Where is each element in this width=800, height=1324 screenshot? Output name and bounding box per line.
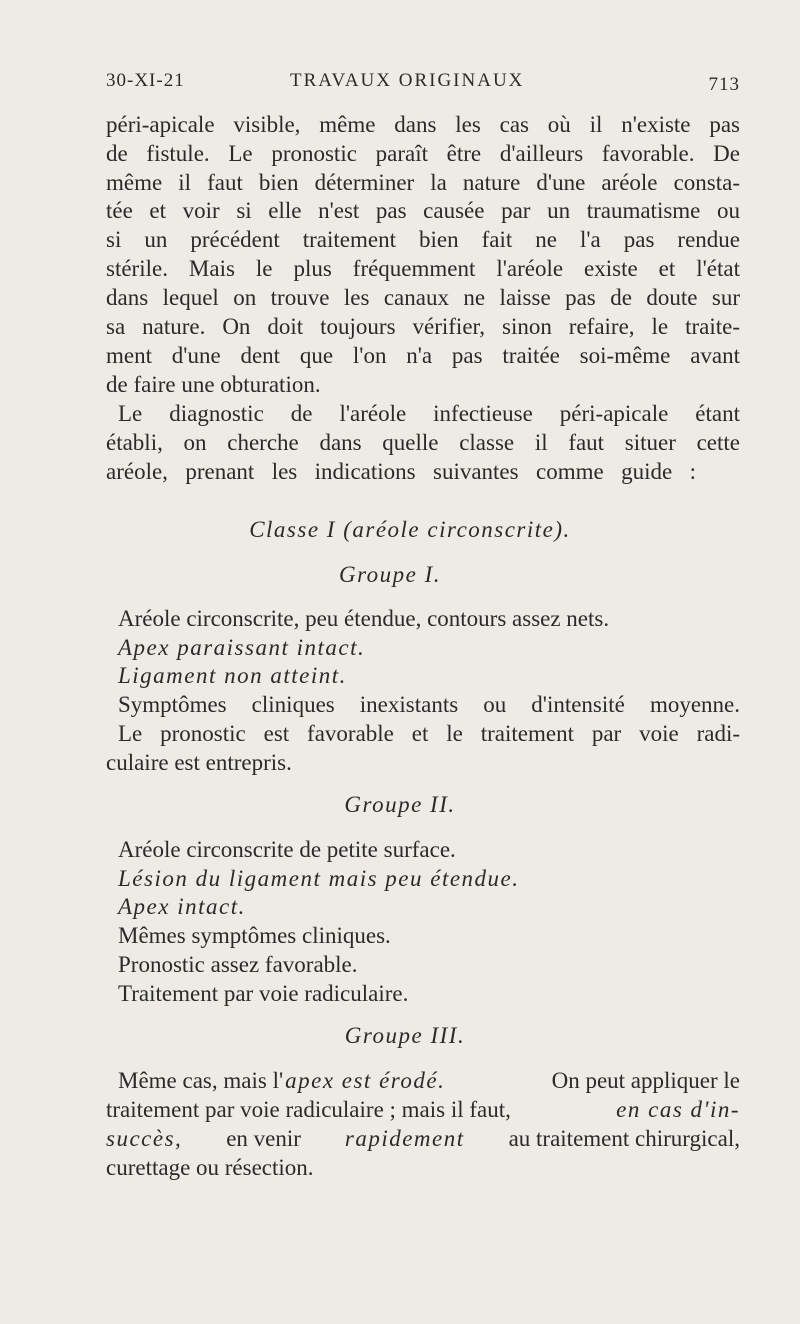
italic-span: succès, (106, 1126, 183, 1151)
header-date: 30-XI-21 (106, 70, 185, 91)
header-title: TRAVAUX ORIGINAUX (290, 70, 525, 91)
page-number: 713 (708, 74, 740, 95)
groupe-2-line: Traitement par voie radiculaire. (118, 981, 409, 1006)
italic-span: apex est érodé. (285, 1068, 446, 1093)
groupe-2-line: Lésion du ligament mais peu étendue. (118, 866, 520, 891)
paragraph-1-line: de fistule. Le pronostic paraît être d'ailleurs favorable. De (106, 141, 740, 166)
paragraph-1-line: de faire une obturation. (106, 372, 321, 397)
groupe-1-line: Le pronostic est favorable et le traitement par voie radi- (118, 721, 740, 746)
paragraph-1-line: même il faut bien déterminer la nature d'une aréole consta- (106, 170, 740, 195)
groupe-3-line (106, 1095, 740, 1124)
groupe-1-line: Ligament non atteint. (118, 663, 347, 688)
text-span: Même cas, mais l' (118, 1068, 284, 1093)
groupe-2-line: Mêmes symptômes cliniques. (118, 923, 391, 948)
paragraph-1-line: stérile. Mais le plus fréquemment l'aréole existe et l'état (106, 256, 740, 281)
paragraph-2-line: Le diagnostic de l'aréole infectieuse péri-apicale étant (118, 401, 740, 426)
paragraph-1-line: péri-apicale visible, même dans les cas où il n'existe pas (106, 112, 740, 137)
text-span: au traitement chirurgical, (502, 1126, 740, 1151)
italic-span: rapidement (344, 1126, 465, 1151)
italic-span: en cas d'in- (616, 1097, 740, 1122)
paragraph-2-line: établi, on cherche dans quelle classe il faut situer cette (106, 430, 740, 455)
paragraph-1-line: si un précédent traitement bien fait ne l'a pas rendue (106, 227, 740, 252)
groupe-2-line: Aréole circonscrite de petite surface. (118, 837, 456, 862)
groupe-1-heading: Groupe I. (338, 562, 442, 587)
groupe-3-heading: Groupe III. (344, 1023, 466, 1048)
paragraph-1-line: ment d'une dent que l'on n'a pas traitée soi-même avant (106, 343, 740, 368)
paragraph-1-line: tée et voir si elle n'est pas causée par un traumatisme ou (106, 198, 740, 223)
groupe-2-heading: Groupe II. (344, 792, 456, 817)
groupe-3-line (118, 1066, 740, 1095)
text-span: en venir (220, 1126, 307, 1151)
groupe-3-line: curettage ou résection. (106, 1155, 314, 1180)
groupe-1-line: Apex paraissant intact. (118, 635, 366, 660)
classe-heading: Classe I (aréole circonscrite). (249, 517, 571, 542)
paragraph-1-line: sa nature. On doit toujours vérifier, sinon refaire, le traite- (106, 314, 740, 339)
paragraph-2-line: aréole, prenant les indications suivantes comme guide : (106, 459, 696, 484)
text-span: On peut appliquer le (545, 1068, 740, 1093)
text-span: traitement par voie radiculaire ; mais il faut, (106, 1097, 517, 1122)
groupe-1-line: Aréole circonscrite, peu étendue, contours assez nets. (118, 606, 610, 631)
groupe-1-line: culaire est entrepris. (106, 750, 292, 775)
groupe-1-line: Symptômes cliniques inexistants ou d'intensité moyenne. (118, 692, 740, 717)
groupe-2-line: Pronostic assez favorable. (118, 952, 358, 977)
groupe-3-line (106, 1124, 740, 1153)
paragraph-1-line: dans lequel on trouve les canaux ne laisse pas de doute sur (106, 285, 740, 310)
running-header (106, 70, 740, 100)
groupe-2-line: Apex intact. (118, 894, 246, 919)
